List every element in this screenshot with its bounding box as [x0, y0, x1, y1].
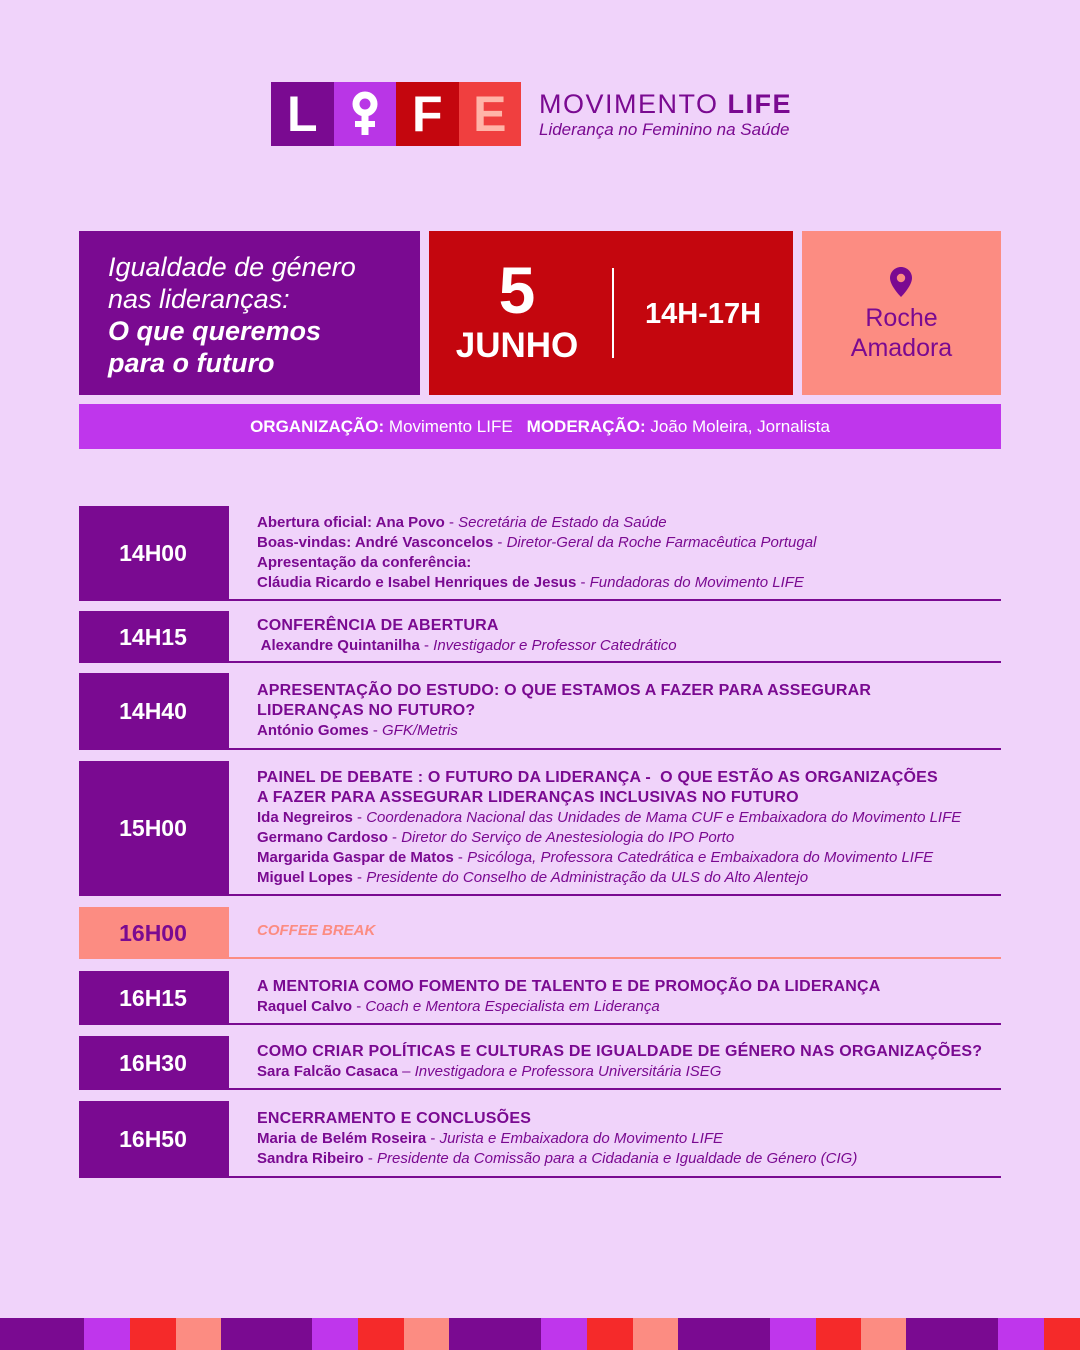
agenda-line	[257, 1062, 1001, 1082]
line-role: Diretor do Serviço de Anestesiologia do IPO Porto	[401, 828, 735, 846]
agenda-row-1615	[79, 971, 1001, 1025]
line-bold: Abertura oficial:	[257, 513, 373, 531]
agenda-heading: A MENTORIA COMO FOMENTO DE TALENTO E DE PROMOÇÃO DA LIDERANÇA	[257, 978, 881, 995]
life-logo	[271, 82, 521, 146]
agenda-time: 16H30	[79, 1036, 229, 1090]
agenda-line	[257, 533, 1001, 553]
logo-letter-f: F	[396, 82, 459, 146]
stripe-block	[633, 1318, 678, 1350]
stripe-block	[404, 1318, 449, 1350]
stripe-block	[130, 1318, 176, 1350]
female-symbol-icon	[347, 91, 383, 137]
agenda-content	[257, 761, 1001, 894]
line-role: Secretária de Estado da Saúde	[458, 513, 667, 531]
place-line-1: Roche	[865, 304, 938, 332]
agenda-line	[257, 997, 1001, 1017]
stripe-block	[1044, 1318, 1080, 1350]
organization-label: ORGANIZAÇÃO:	[250, 416, 385, 436]
line-separator: -	[352, 808, 367, 826]
line-separator: -	[352, 998, 366, 1015]
logo-letter-e: E	[459, 82, 522, 146]
line-role: Presidente da Comissão para a Cidadania e Igualdade de Género (CIG)	[377, 1149, 858, 1167]
organization-bar	[79, 404, 1001, 449]
moderation-value: João Moleira, Jornalista	[650, 416, 830, 436]
stripe-block	[449, 1318, 541, 1350]
agenda-content	[257, 1101, 1001, 1176]
stripe-block	[678, 1318, 770, 1350]
stripe-block	[541, 1318, 587, 1350]
agenda-content	[257, 907, 1001, 957]
line-role: Investigador e Professor Catedrático	[433, 637, 677, 654]
line-name: André Vasconcelos	[351, 533, 494, 551]
line-name: Germano Cardoso	[257, 828, 388, 846]
title-line-4: para o futuro	[108, 348, 275, 378]
agenda-row-1630	[79, 1036, 1001, 1090]
stripe-block	[998, 1318, 1044, 1350]
line-separator: -	[387, 828, 402, 846]
agenda-line	[257, 868, 1001, 888]
line-name: Sandra Ribeiro	[257, 1149, 364, 1167]
agenda-content	[257, 673, 1001, 748]
agenda-heading: PAINEL DE DEBATE : O FUTURO DA LIDERANÇA - O QUE ESTÃO AS ORGANIZAÇÕES	[257, 768, 938, 786]
line-name: Ana Povo	[372, 513, 445, 531]
line-separator: -	[426, 1129, 440, 1147]
agenda-time: 16H15	[79, 971, 229, 1025]
stripe-block	[587, 1318, 633, 1350]
agenda-time: 15H00	[79, 761, 229, 896]
agenda-heading: A FAZER PARA ASSEGURAR LIDERANÇAS INCLUSIVAS NO FUTURO	[257, 788, 799, 806]
agenda-time: 14H15	[79, 611, 229, 663]
stripe-block	[861, 1318, 906, 1350]
coffee-break-label: COFFEE BREAK	[257, 922, 376, 939]
line-name: Miguel Lopes	[257, 868, 353, 886]
event-place-box	[802, 231, 1001, 395]
line-bold: Apresentação da conferência:	[257, 553, 472, 571]
agenda-line	[257, 573, 1001, 593]
agenda-row-1440	[79, 673, 1001, 750]
agenda-line	[257, 553, 1001, 573]
agenda-line	[257, 513, 1001, 533]
stripe-block	[816, 1318, 862, 1350]
event-time: 14H-17H	[644, 298, 762, 330]
title-line-1: Igualdade de género	[108, 252, 356, 282]
title-line-2: nas lideranças:	[108, 284, 290, 314]
agenda-heading: ENCERRAMENTO E CONCLUSÕES	[257, 1109, 532, 1127]
agenda-time: 14H40	[79, 673, 229, 750]
line-name: Ida Negreiros	[257, 808, 353, 826]
brand-name	[539, 88, 792, 120]
agenda-time: 16H50	[79, 1101, 229, 1178]
agenda-row-1400	[79, 506, 1001, 601]
event-day: 5	[498, 253, 536, 327]
agenda-line	[257, 848, 1001, 868]
event-date-box	[429, 231, 793, 395]
agenda-line	[257, 828, 1001, 848]
line-name: Alexandre Quintanilha	[257, 637, 420, 654]
stripe-block	[176, 1318, 221, 1350]
title-line-3: O que queremos	[108, 316, 322, 346]
line-name: Sara Falcão Casaca	[257, 1063, 398, 1080]
line-role: Fundadoras do Movimento LIFE	[589, 573, 804, 591]
line-separator: -	[493, 533, 507, 551]
line-name: Cláudia Ricardo e Isabel Henriques de Jesus	[257, 573, 577, 591]
stripe-block	[906, 1318, 998, 1350]
agenda-time: 16H00	[79, 907, 229, 959]
line-name: Raquel Calvo	[257, 998, 353, 1015]
line-separator: –	[397, 1063, 415, 1080]
line-separator: -	[444, 513, 459, 531]
agenda-content	[257, 971, 1001, 1023]
line-role: GFK/Metris	[382, 721, 458, 739]
agenda-heading: APRESENTAÇÃO DO ESTUDO: O QUE ESTAMOS A FAZER PARA ASSEGURAR	[257, 681, 872, 699]
line-name: Margarida Gaspar de Matos	[257, 848, 454, 866]
line-separator: -	[363, 1149, 378, 1167]
agenda-row-1650	[79, 1101, 1001, 1178]
map-pin-icon	[890, 267, 912, 297]
stripe-block	[312, 1318, 358, 1350]
line-role: Investigadora e Professora Universitária ISEG	[414, 1063, 722, 1080]
stripe-block	[0, 1318, 84, 1350]
agenda-row-1500	[79, 761, 1001, 896]
agenda-row-1600-coffee	[79, 907, 1001, 959]
agenda-heading: COMO CRIAR POLÍTICAS E CULTURAS DE IGUALDADE DE GÉNERO NAS ORGANIZAÇÕES?	[257, 1043, 983, 1060]
brand-name-bold: LIFE	[727, 89, 793, 119]
line-separator: -	[419, 637, 434, 654]
bottom-color-stripe	[0, 1318, 1080, 1350]
line-role: Jurista e Embaixadora do Movimento LIFE	[439, 1129, 724, 1147]
brand-name-prefix: MOVIMENTO	[539, 89, 728, 119]
stripe-block	[221, 1318, 313, 1350]
logo-letter-l: L	[271, 82, 334, 146]
place-line-2: Amadora	[850, 334, 953, 362]
line-role: Psicóloga, Professora Catedrática e Embaixadora do Movimento LIFE	[467, 848, 934, 866]
line-bold: Boas-vindas:	[257, 533, 352, 551]
agenda-line	[257, 1129, 1001, 1149]
agenda-line	[257, 721, 1001, 741]
agenda-line	[257, 1149, 1001, 1169]
date-divider	[612, 268, 614, 358]
agenda-time: 14H00	[79, 506, 229, 601]
brand-block	[539, 88, 792, 140]
line-name: António Gomes	[257, 721, 369, 739]
stripe-block	[358, 1318, 404, 1350]
brand-tagline: Liderança no Feminino na Saúde	[539, 120, 790, 139]
stripe-block	[770, 1318, 816, 1350]
line-separator: -	[352, 868, 367, 886]
line-role: Coach e Mentora Especialista em Liderança	[365, 998, 660, 1015]
logo-female-symbol-icon	[334, 82, 397, 146]
agenda-line	[257, 636, 1001, 656]
line-separator: -	[368, 721, 383, 739]
agenda-heading: CONFERÊNCIA DE ABERTURA	[257, 617, 499, 634]
stripe-block	[84, 1318, 130, 1350]
agenda-heading: LIDERANÇAS NO FUTURO?	[257, 701, 476, 719]
agenda-line	[257, 808, 1001, 828]
line-role: Diretor-Geral da Roche Farmacêutica Portugal	[506, 533, 817, 551]
agenda-content	[257, 1036, 1001, 1088]
event-month: JUNHO	[455, 326, 579, 365]
agenda-content	[257, 506, 1001, 599]
agenda-content	[257, 611, 1001, 661]
line-name: Maria de Belém Roseira	[257, 1129, 427, 1147]
line-role: Coordenadora Nacional das Unidades de Mama CUF e Embaixadora do Movimento LIFE	[366, 808, 962, 826]
agenda-row-1415	[79, 611, 1001, 663]
line-separator: -	[576, 573, 590, 591]
line-separator: -	[453, 848, 468, 866]
line-role: Presidente do Conselho de Administração da ULS do Alto Alentejo	[366, 868, 809, 886]
event-title-box	[79, 231, 420, 395]
organization-value: Movimento LIFE	[388, 416, 513, 436]
moderation-label: MODERAÇÃO:	[526, 416, 646, 436]
